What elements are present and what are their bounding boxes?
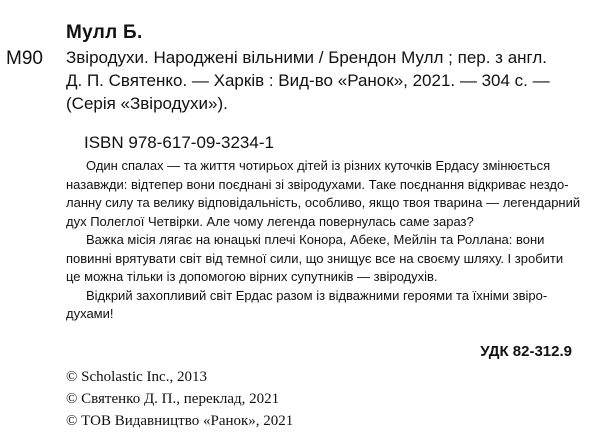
author-name: Мулл Б. xyxy=(66,22,143,43)
annotation xyxy=(66,157,588,324)
classification-code: М90 xyxy=(6,48,43,69)
annotation-line: назавжди: відтепер вони поєднані зі звіродухами. Таке поєднання відкриває нездо- xyxy=(66,176,569,192)
annotation-line: ланну силу та велику відповідальність, особливо, якщо твоя тварина — легендарний xyxy=(66,195,581,210)
annotation-line: Один спалах — та життя чотирьох дітей із різних куточків Ердасу змінюється xyxy=(86,158,551,173)
annotation-line: Важка місія лягає на юнацькі плечі Конора, Абеке, Мейлін та Роллана: вони xyxy=(86,232,545,247)
copyright-line: © Святенко Д. П., переклад, 2021 xyxy=(66,391,280,407)
annotation-line: це можна тільки із допомогою вірних супутників — звіродухів. xyxy=(66,269,438,284)
bib-line: Звіродухи. Народжені вільними / Брендон Мулл ; пер. з англ. xyxy=(66,48,548,67)
copyright-block xyxy=(66,366,293,432)
copyright-line: © ТОВ Видавництво «Ранок», 2021 xyxy=(66,413,294,429)
annotation-line: повинні врятувати світ від темної сили, що знищує все на своєму шляху. І зробити xyxy=(66,250,564,266)
udk-code: УДК 82-312.9 xyxy=(480,343,572,360)
annotation-line: Відкрий захопливий світ Ердас разом із відважними героями та їхніми звіро- xyxy=(86,287,548,303)
bibliographic-description xyxy=(66,46,590,115)
annotation-line: духами! xyxy=(66,306,114,321)
annotation-line: дух Полеглої Четвірки. Але чому легенда повернулась саме зараз? xyxy=(66,213,474,229)
isbn: ISBN 978-617-09-3234-1 xyxy=(84,133,274,152)
bib-line: (Серія «Звіродухи»). xyxy=(66,94,228,113)
bib-line: Д. П. Святенко. — Харків : Вид-во «Ранок», 2021. — 304 с. — xyxy=(66,71,550,90)
copyright-line: © Scholastic Inc., 2013 xyxy=(66,369,207,385)
